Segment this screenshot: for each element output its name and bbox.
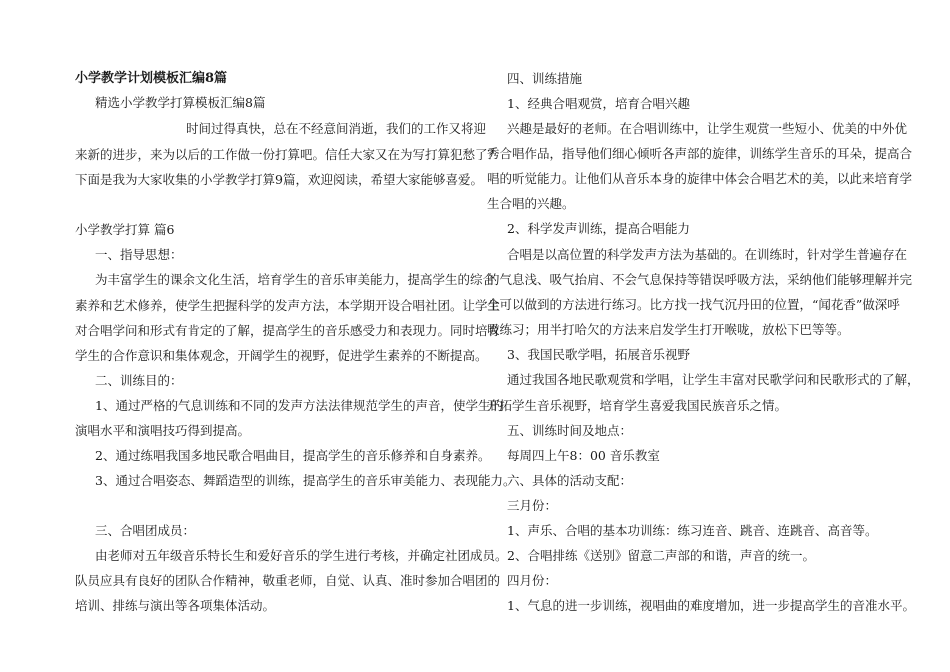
p8-line-2: 开拓学生音乐视野，培育学生喜爱我国民族音乐之情。 — [487, 398, 788, 413]
p1-line-1: 为丰富学生的课余文化生活，培育学生的音乐审美能力，提高学生的综合 — [95, 272, 496, 287]
p4: 3、通过合唱姿态、舞蹈造型的训练，提高学生的音乐审美能力、表现能力。 — [95, 473, 516, 488]
sub-heading-3: 3、我国民歌学唱，拓展音乐视野 — [507, 347, 690, 362]
p7-line-4: 吸练习；用半打哈欠的方法来启发学生打开喉咙，放松下巴等等。 — [487, 322, 850, 337]
time-place: 每周四上午8：00 音乐教室 — [507, 448, 660, 463]
month-march: 三月份： — [507, 498, 558, 513]
p2-line-2: 演唱水平和演唱技巧得到提高。 — [75, 423, 251, 438]
sub-heading-2: 2、科学发声训练，提高合唱能力 — [507, 221, 690, 236]
p7-line-1: 合唱是以高位置的科学发声方法为基础的。在训练时，针对学生普遍存在 — [507, 247, 908, 262]
p7-line-2: 的气息浅、吸气抬肩、不会气息保持等错误呼吸方法，采纳他们能够理解并完 — [487, 272, 913, 287]
section-title: 小学教学打算 篇6 — [75, 222, 175, 237]
subtitle: 精选小学教学打算模板汇编8篇 — [95, 95, 266, 110]
p6-line-3: 唱的听觉能力。让他们从音乐本身的旋律中体会合唱艺术的美，以此来培育学 — [487, 171, 913, 186]
heading-training-measures: 四、训练措施 — [507, 71, 583, 86]
p3: 2、通过练唱我国多地民歌合唱曲目，提高学生的音乐修养和自身素养。 — [95, 448, 491, 463]
document-title: 小学教学计划模板汇编8篇 — [75, 71, 228, 86]
april-item-1: 1、气息的进一步训练，视唱曲的难度增加，进一步提高学生的音准水平。 — [507, 598, 915, 613]
intro-line-1: 时间过得真快，总在不经意间消逝，我们的工作又将迎 — [186, 121, 487, 136]
march-item-2: 2、合唱排练《送别》留意二声部的和谐，声音的统一。 — [507, 548, 815, 563]
p5-line-2: 队员应具有良好的团队合作精神，敬重老师，自觉、认真、准时参加合唱团的 — [75, 573, 501, 588]
heading-training-goal: 二、训练目的： — [95, 373, 183, 388]
heading-guiding-thought: 一、指导思想： — [95, 247, 183, 262]
p8-line-1: 通过我国各地民歌观赏和学唱，让学生丰富对民歌学问和民歌形式的了解， — [507, 372, 920, 387]
heading-members: 三、合唱团成员： — [95, 523, 196, 538]
p7-line-3: 全可以做到的方法进行练习。比方找一找气沉丹田的位置，“闻花香”做深呼 — [487, 297, 900, 312]
p1-line-3: 对合唱学问和形式有肯定的了解，提高学生的音乐感受力和表现力。同时培育 — [75, 323, 501, 338]
p1-line-4: 学生的合作意识和集体观念，开阔学生的视野，促进学生素养的不断提高。 — [75, 348, 488, 363]
p5-line-1: 由老师对五年级音乐特长生和爱好音乐的学生进行考核，并确定社团成员。 — [95, 548, 508, 563]
intro-line-2: 来新的进步，来为以后的工作做一份打算吧。信任大家又在为写打算犯愁了？ — [75, 147, 501, 162]
p5-line-3: 培训、排练与演出等各项集体活动。 — [75, 598, 276, 613]
heading-activities: 六、具体的活动支配： — [507, 473, 633, 488]
intro-line-3: 下面是我为大家收集的小学教学打算9篇，欢迎阅读，希望大家能够喜爱。 — [75, 172, 483, 187]
heading-time-place: 五、训练时间及地点： — [507, 423, 633, 438]
p6-line-1: 兴趣是最好的老师。在合唱训练中，让学生观赏一些短小、优美的中外优 — [507, 121, 908, 136]
sub-heading-1: 1、经典合唱观赏，培育合唱兴趣 — [507, 96, 690, 111]
p6-line-2: 秀合唱作品，指导他们细心倾听各声部的旋律，训练学生音乐的耳朵，提高合 — [487, 146, 913, 161]
march-item-1: 1、声乐、合唱的基本功训练：练习连音、跳音、连跳音、高音等。 — [507, 523, 878, 538]
p6-line-4: 生合唱的兴趣。 — [487, 196, 575, 211]
month-april: 四月份： — [507, 573, 558, 588]
p2-line-1: 1、通过严格的气息训练和不同的发声方法法律规范学生的声音，使学生的 — [95, 398, 503, 413]
p1-line-2: 素养和艺术修养，使学生把握科学的发声方法，本学期开设合唱社团。让学生 — [75, 298, 501, 313]
